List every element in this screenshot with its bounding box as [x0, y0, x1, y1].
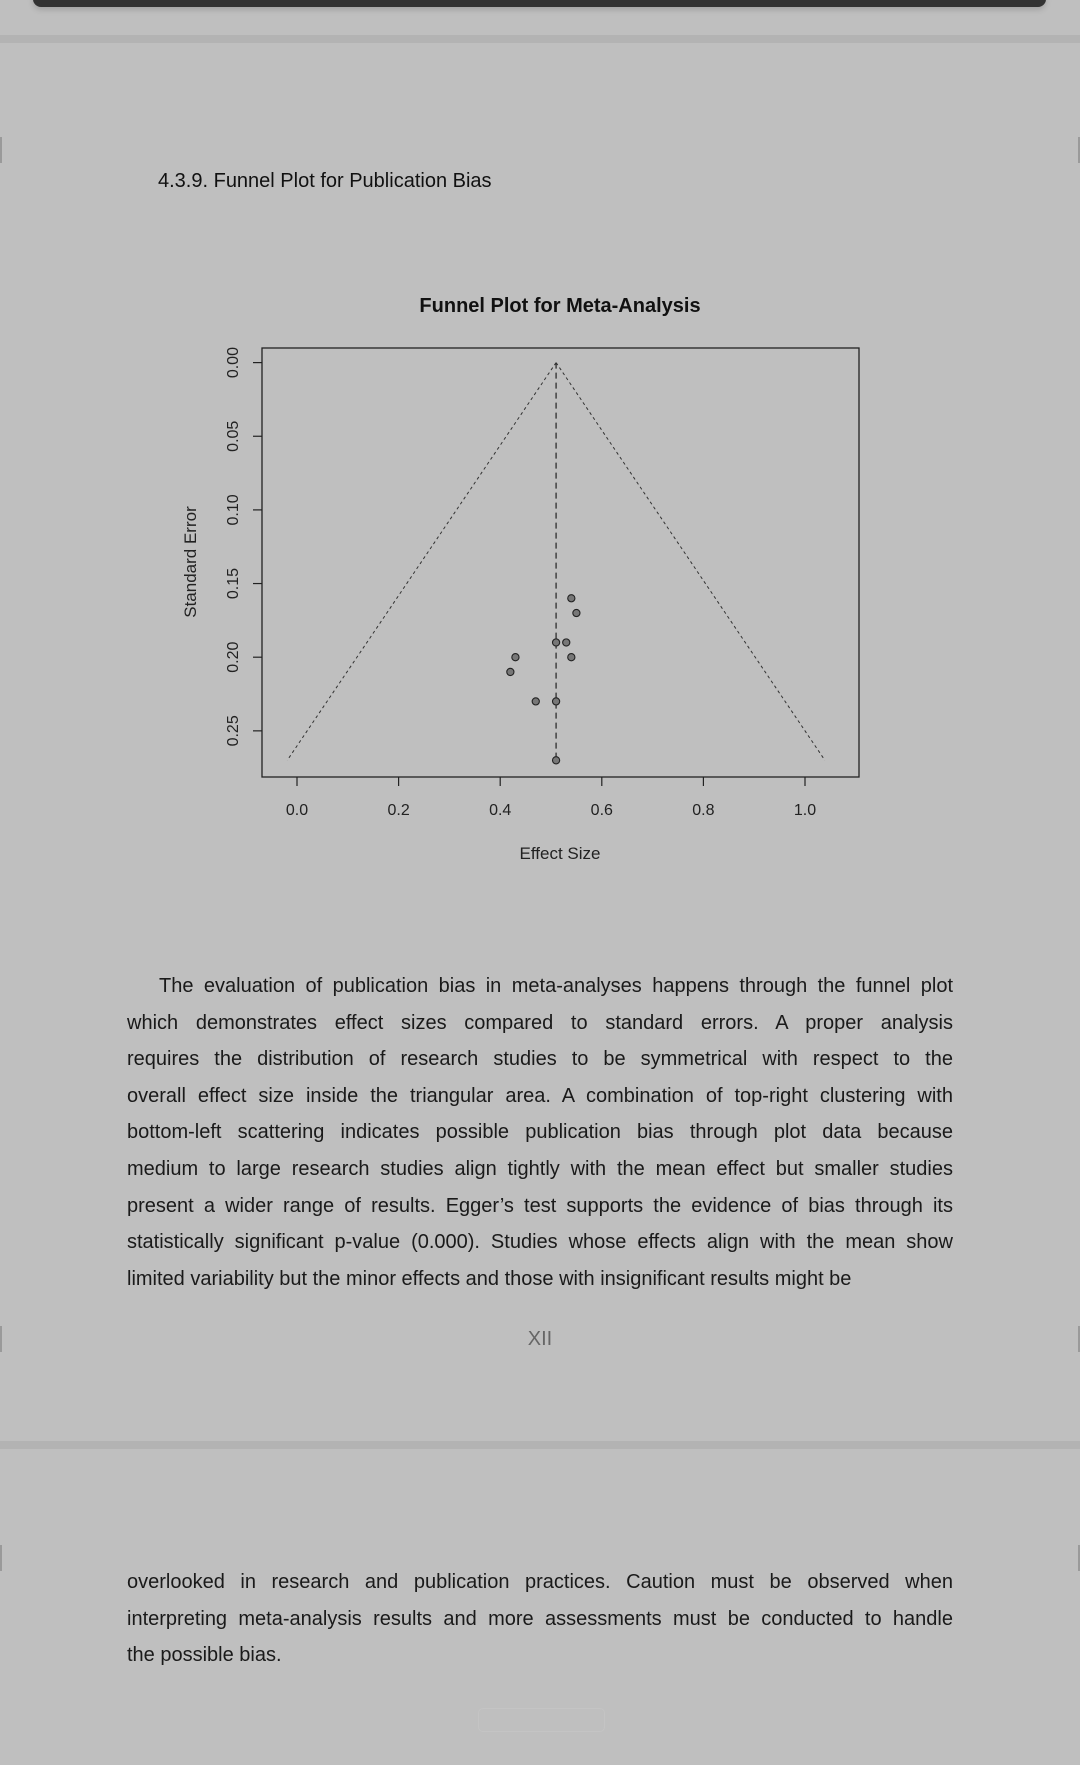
text-line: the possible bias. [127, 1644, 282, 1667]
study-point [552, 757, 559, 764]
study-point [568, 654, 575, 661]
study-point [573, 609, 580, 616]
body-paragraph-continued [127, 1564, 953, 1674]
x-tick-label: 0.4 [489, 802, 512, 819]
study-point [507, 668, 514, 675]
chart-title: Funnel Plot for Meta-Analysis [419, 295, 701, 317]
x-tick-label: 0.8 [692, 802, 715, 819]
body-paragraph [127, 968, 953, 1297]
x-tick-label: 0.2 [387, 802, 410, 819]
text-line: The evaluation of publication bias in meta-analyses happens through the funnel plot [159, 975, 953, 997]
study-point [532, 698, 539, 705]
y-tick-label: 0.00 [225, 347, 242, 379]
funnel-left-boundary [287, 363, 556, 761]
x-tick-label: 1.0 [793, 802, 817, 819]
study-point [563, 639, 570, 646]
text-line: bottom-left scattering indicates possible publication bias through plot data because [127, 1121, 953, 1144]
text-line: limited variability but the minor effects and those with insignificant results might be [127, 1267, 852, 1290]
page-number: XII [527, 1328, 553, 1350]
funnel-right-boundary [556, 363, 825, 761]
study-point [512, 654, 519, 661]
text-line: which demonstrates effect sizes compared to standard errors. A proper analysis [127, 1011, 953, 1034]
text-line: interpreting meta-analysis results and more assessments must be conducted to handle [127, 1607, 953, 1630]
y-tick-label: 0.20 [225, 641, 242, 673]
study-point [568, 595, 575, 602]
faint-watermark [478, 1708, 605, 1732]
y-tick-label: 0.25 [225, 715, 242, 747]
text-line: medium to large research studies align tightly with the mean effect but smaller studies [127, 1157, 953, 1180]
y-axis-label: Standard Error [181, 506, 200, 618]
study-point [552, 639, 559, 646]
plot-frame [262, 348, 859, 777]
text-line: requires the distribution of research studies to be symmetrical with respect to the [127, 1048, 953, 1071]
text-line: overall effect size inside the triangular area. A combination of top-right clustering with [127, 1084, 953, 1107]
y-tick-label: 0.05 [225, 420, 242, 452]
x-tick-label: 0.0 [285, 802, 309, 819]
page-edge-mark [0, 1545, 2, 1571]
page-divider [0, 1441, 1080, 1449]
x-axis-label: Effect Size [519, 844, 601, 863]
x-tick-label: 0.6 [590, 802, 613, 819]
study-point [552, 698, 559, 705]
y-tick-label: 0.15 [225, 567, 242, 600]
text-line: statistically significant p-value (0.000). Studies whose effects align with the mean show [127, 1231, 953, 1254]
text-line: present a wider range of results. Egger’s test supports the evidence of bias through its [127, 1194, 953, 1217]
section-heading: 4.3.9. Funnel Plot for Publication Bias [158, 170, 492, 192]
y-tick-label: 0.10 [225, 494, 242, 526]
text-line: overlooked in research and publication practices. Caution must be observed when [127, 1571, 953, 1593]
